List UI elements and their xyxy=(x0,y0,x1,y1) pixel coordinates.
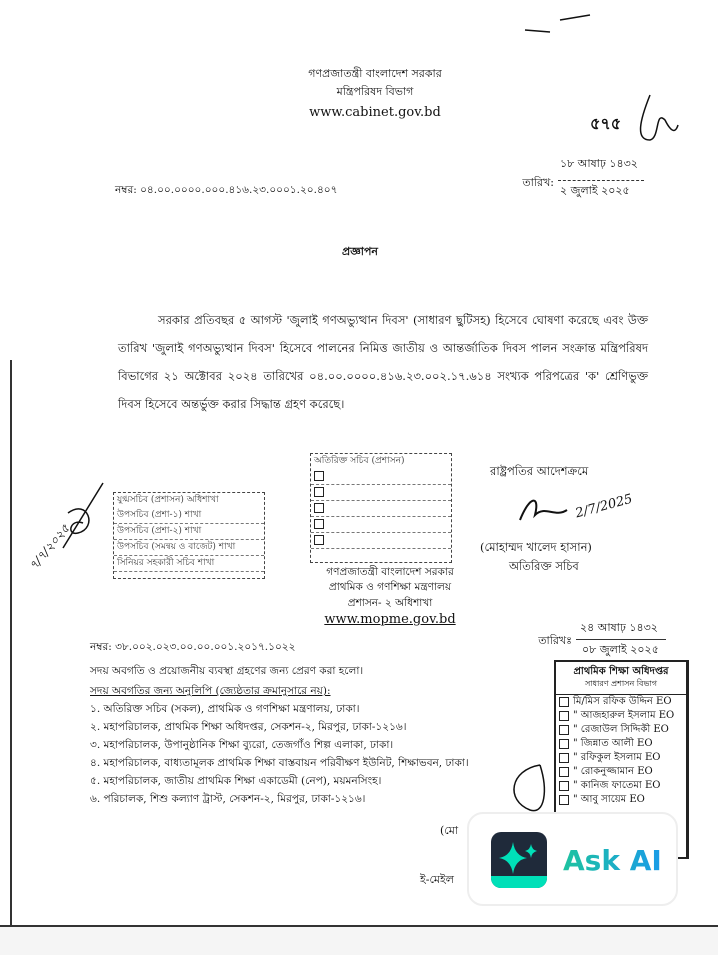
stamp-row: উপসচিব (প্রশা-১) শাখা xyxy=(114,508,264,524)
ask-ai-label: Ask AI xyxy=(563,844,662,877)
stamp-row xyxy=(311,485,451,501)
eo-item: " জিন্নাত আলী EO xyxy=(556,737,686,751)
stamp-row: সিনিয়র সহকারী সচিব শাখা xyxy=(114,556,264,572)
eo-item: " আজহারুল ইসলাম EO xyxy=(556,709,686,723)
division-name: মন্ত্রিপরিষদ বিভাগ xyxy=(336,85,414,98)
notification-body: সরকার প্রতিবছর ৫ আগস্ট 'জুলাই গণঅভ্যুত্থান দিবস' (সাধারণ ছুটিসহ) হিসেবে ঘোষণা করেছে এবং উক্ত তারিখ 'জুলাই গণঅভ্যুত্থান দিবস' হিসেবে পালনের নিমিত্ত জাতীয় ও আন্তর্জাতিক দিবস পালন সংক্রান্ত মন্ত্রিপরিষদ বিভাগের ২১ অক্টোবর ২০২৪ তারিখের ০৪.০০.০০০০.৪১৬.২৩.০০২.১৭.৬১৪ সংখ্যক পরিপত্রের 'ক' শ্রেণিভুক্ত দিবস হিসেবে অন্তর্ভুক্ত করার সিদ্ধান্ত গ্রহণ করেছে। xyxy=(118,313,648,411)
eo-item: " রফিকুল ইসলাম EO xyxy=(556,751,686,765)
stamp-row xyxy=(311,533,451,549)
copy-item: ২. মহাপরিচালক, প্রাথমিক শিক্ষা অধিদপ্তর, সেকশন-২, মিরপুর, ঢাকা-১২১৬। xyxy=(90,721,407,733)
date-english: ২ জুলাই ২০২৫ xyxy=(560,184,630,197)
initial-signature xyxy=(630,90,680,150)
eo-item: " আবু সায়েম EO xyxy=(556,793,686,807)
copy-item: ১. অতিরিক্ত সচিব (সকল), প্রাথমিক ও গণশিক্ষা মন্ত্রণালয়, ঢাকা। xyxy=(90,703,360,715)
eo-item: মি/মিস রফিক উদ্দিন EO xyxy=(556,695,686,709)
ministry-name: প্রাথমিক ও গণশিক্ষা মন্ত্রণালয় xyxy=(328,581,452,593)
handwritten-date: ৭/৭/২০২৫ xyxy=(26,521,73,573)
stamp-title: অতিরিক্ত সচিব (প্রশাসন) xyxy=(314,456,405,466)
checkbox-icon xyxy=(559,781,569,791)
gov-name-2: গণপ্রজাতন্ত্রী বাংলাদেশ সরকার xyxy=(326,566,454,578)
receipt-stamp: ৫৭৫ xyxy=(590,114,622,133)
gov-name: গণপ্রজাতন্ত্রী বাংলাদেশ সরকার xyxy=(308,67,442,80)
date-bangla-2: ২৪ আষাঢ় ১৪৩২ xyxy=(580,621,658,634)
email-partial: ই-মেইল xyxy=(420,873,454,886)
checkbox-icon xyxy=(559,767,569,777)
date-label-2: তারিখঃ xyxy=(538,634,572,647)
signature xyxy=(515,490,570,530)
wing-name: প্রশাসন- ২ অধিশাখা xyxy=(347,597,433,609)
dpe-stamp-subtitle: সাধারণ প্রশাসন বিভাগ xyxy=(556,678,686,695)
copy-heading: সদয় অবগতির জন্য অনুলিপি (জ্যেষ্ঠতার ক্রমানুসারে নয়): xyxy=(90,685,331,697)
forward-line: সদয় অবগতি ও প্রয়োজনীয় ব্যবস্থা গ্রহণের জন্য প্রেরণ করা হলো। xyxy=(90,665,364,677)
signature-date: 2/7/2025 xyxy=(573,491,635,522)
mopme-website[interactable]: www.mopme.gov.bd xyxy=(324,612,456,627)
sparkle-icon xyxy=(491,832,547,888)
stamp-title: যুগ্মসচিব (প্রশাসন) অধিশাখা xyxy=(117,495,219,505)
memo-number: নম্বর: ০৪.০০.০০০০.০০০.৪১৬.২৩.০০০১.২০.৪০৭ xyxy=(115,184,338,196)
eo-item: " কানিজ ফাতেমা EO xyxy=(556,779,686,793)
date-label: তারিখ: xyxy=(522,176,554,189)
signatory-name: (মোহাম্মদ খালেদ হাসান) xyxy=(480,540,592,554)
date-bangla: ১৮ আষাঢ় ১৪৩২ xyxy=(560,157,638,170)
copy-item: ৪. মহাপরিচালক, বাধ্যতামূলক প্রাথমিক শিক্ষা বাস্তবায়ন পরিবীক্ষণ ইউনিট, শিক্ষাভবন, ঢাকা। xyxy=(90,757,469,769)
checkbox-icon xyxy=(559,795,569,805)
notification-title: প্রজ্ঞাপন xyxy=(342,245,378,258)
stamp-row: উপসচিব (সমন্বয় ও বাজেট) শাখা xyxy=(114,540,264,556)
stamp-row: উপসচিব (প্রশা-২) শাখা xyxy=(114,524,264,540)
stamp-row xyxy=(311,469,451,485)
ask-ai-button[interactable] xyxy=(467,812,678,906)
checkbox-icon xyxy=(559,711,569,721)
date-english-2: ০৮ জুলাই ২০২৫ xyxy=(582,643,659,656)
copy-item: ৩. মহাপরিচালক, উপানুষ্ঠানিক শিক্ষা ব্যুরো, তেজগাঁও শিল্প এলাকা, ঢাকা। xyxy=(90,739,394,751)
copy-item: ৫. মহাপরিচালক, জাতীয় প্রাথমিক শিক্ষা একাডেমী (নেপ), ময়মনসিংহ। xyxy=(90,775,382,787)
memo-number-2: নম্বর: ৩৮.০০২.০২৩.০০.০০.০০১.২০১৭.১০২২ xyxy=(90,641,296,653)
checkbox-icon xyxy=(559,725,569,735)
dpe-stamp-title: প্রাথমিক শিক্ষা অধিদপ্তর xyxy=(573,666,669,677)
copy-list xyxy=(90,662,545,808)
checkbox-icon xyxy=(559,753,569,763)
copy-item: ৬. পরিচালক, শিশু কল্যাণ ট্রাস্ট, সেকশন-২, মিরপুর, ঢাকা-১২১৬। xyxy=(90,793,366,805)
checkbox-icon xyxy=(559,697,569,707)
eo-item: " রেজাউল সিদ্দিকী EO xyxy=(556,723,686,737)
website: www.cabinet.gov.bd xyxy=(309,105,441,120)
handwritten-initial xyxy=(58,478,108,558)
date-divider-2 xyxy=(576,639,666,640)
scan-edge xyxy=(10,360,12,925)
signatory-partial: (মো xyxy=(440,824,459,837)
stamp-row xyxy=(311,517,451,533)
circled-mark xyxy=(500,760,550,820)
pen-mark xyxy=(520,10,600,40)
checkbox-icon xyxy=(559,739,569,749)
presidential-order: রাষ্ট্রপতির আদেশক্রমে xyxy=(490,464,589,478)
signatory-title: অতিরিক্ত সচিব xyxy=(509,559,579,573)
date-divider xyxy=(558,180,644,181)
routing-stamp-left xyxy=(113,492,265,579)
eo-item: " রোকনুজ্জামান EO xyxy=(556,765,686,779)
stamp-row xyxy=(311,501,451,517)
routing-stamp-center xyxy=(310,453,452,563)
